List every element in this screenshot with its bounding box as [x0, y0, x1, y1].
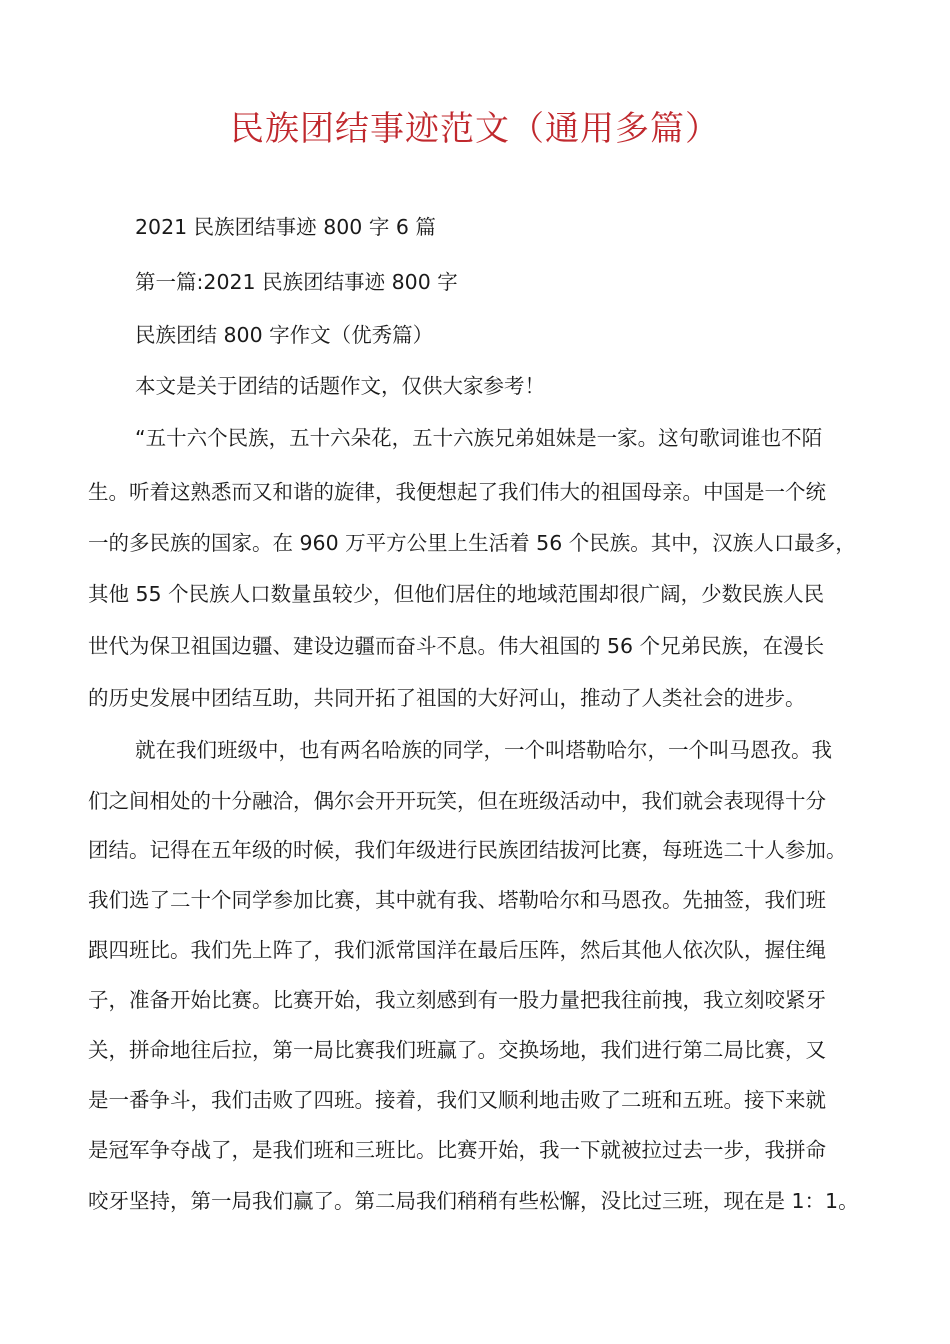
- intro-line: 本文是关于团结的话题作文，仅供大家参考！: [135, 374, 545, 398]
- paragraph-line: 子，准备开始比赛。比赛开始，我立刻感到有一股力量把我往前拽，我立刻咬紧牙: [88, 988, 826, 1012]
- paragraph-line: 就在我们班级中，也有两名哈族的同学，一个叫塔勒哈尔，一个叫马恩孜。我: [135, 738, 832, 762]
- paragraph-line: 其他 55 个民族人口数量虽较少，但他们居住的地域范围却很广阔，少数民族人民: [88, 582, 825, 606]
- intro-line: 民族团结 800 字作文（优秀篇）: [135, 323, 434, 347]
- paragraph-line: 是一番争斗，我们击败了四班。接着，我们又顺利地击败了二班和五班。接下来就: [88, 1088, 826, 1112]
- paragraph-line: 团结。记得在五年级的时候，我们年级进行民族团结拔河比赛，每班选二十人参加。: [88, 838, 847, 862]
- paragraph-line: 的历史发展中团结互助，共同开拓了祖国的大好河山，推动了人类社会的进步。: [88, 686, 806, 710]
- paragraph-line: 跟四班比。我们先上阵了，我们派常国洋在最后压阵，然后其他人依次队，握住绳: [88, 938, 826, 962]
- paragraph-line: 们之间相处的十分融洽，偶尔会开开玩笑，但在班级活动中，我们就会表现得十分: [88, 789, 826, 813]
- paragraph-line: “五十六个民族，五十六朵花，五十六族兄弟姐妹是一家。这句歌词谁也不陌: [135, 426, 823, 450]
- paragraph-line: 一的多民族的国家。在 960 万平方公里上生活着 56 个民族。其中，汉族人口最多，: [88, 531, 856, 555]
- paragraph-line: 世代为保卫祖国边疆、建设边疆而奋斗不息。伟大祖国的 56 个兄弟民族，在漫长: [88, 634, 825, 658]
- paragraph-line: 咬牙坚持，第一局我们赢了。第二局我们稍稍有些松懈，没比过三班，现在是 1：1。: [88, 1189, 859, 1213]
- paragraph-line: 生。听着这熟悉而又和谐的旋律，我便想起了我们伟大的祖国母亲。中国是一个统: [88, 480, 826, 504]
- paragraph-line: 是冠军争夺战了，是我们班和三班比。比赛开始，我一下就被拉过去一步，我拼命: [88, 1138, 826, 1162]
- document-title: 民族团结事迹范文（通用多篇）: [230, 109, 720, 149]
- intro-line: 2021 民族团结事迹 800 字 6 篇: [135, 215, 436, 239]
- paragraph-line: 关，拼命地往后拉，第一局比赛我们班赢了。交换场地，我们进行第二局比赛，又: [88, 1038, 826, 1062]
- paragraph-line: 我们选了二十个同学参加比赛，其中就有我、塔勒哈尔和马恩孜。先抽签，我们班: [88, 888, 826, 912]
- intro-line: 第一篇:2021 民族团结事迹 800 字: [135, 270, 458, 294]
